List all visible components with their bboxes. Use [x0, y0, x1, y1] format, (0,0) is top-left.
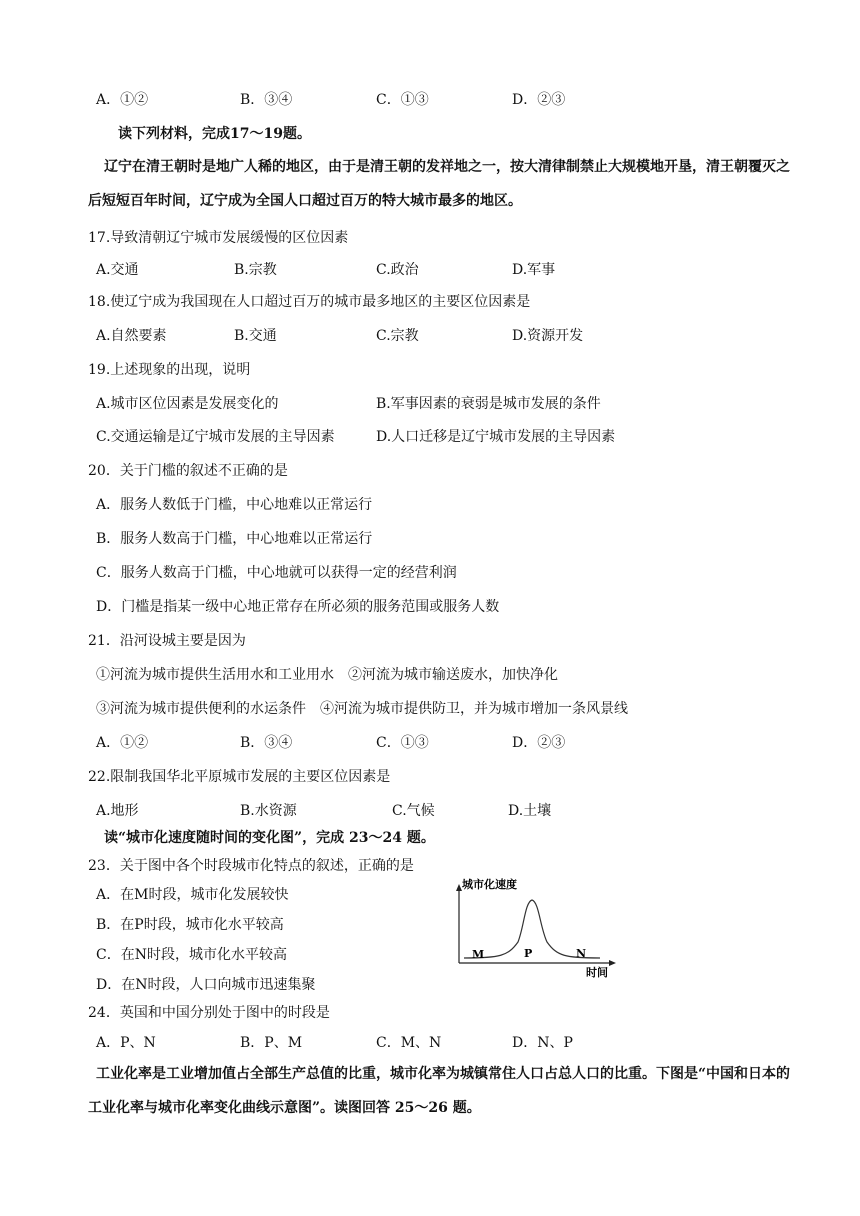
q20-option-c: C．服务人数高于门槛，中心地就可以获得一定的经营利润 [96, 565, 457, 581]
q22-option-d: D.土壤 [508, 803, 552, 819]
q22-option-a: A.地形 [96, 803, 139, 819]
q18-option-a: A.自然要素 [96, 328, 167, 344]
q17-option-a: A.交通 [96, 262, 139, 278]
material-17-19: 辽宁在清王朝时是地广人稀的地区，由于是清王朝的发祥地之一，按大清律制禁止大规模地开垦，清王朝覆灭之后短短百年时间，辽宁成为全国人口超过百万的特大城市最多的地区。 [88, 159, 790, 209]
q17-option-c: C.政治 [376, 262, 419, 278]
intro-17-19: 读下列材料，完成17～19题。 [118, 126, 311, 142]
q19-option-d: D.人口迁移是辽宁城市发展的主导因素 [376, 429, 616, 445]
q23-option-a: A．在M时段，城市化发展较快 [96, 887, 289, 903]
q21-stem: 21．沿河设城主要是因为 [88, 633, 246, 649]
q19-option-a: A.城市区位因素是发展变化的 [96, 396, 279, 412]
q24-stem: 24．英国和中国分别处于图中的时段是 [88, 1005, 330, 1021]
annotation-n: N [576, 947, 587, 960]
annotation-m: M [472, 948, 485, 961]
option-c: C．①③ [376, 92, 429, 108]
q20-option-b: B．服务人数高于门槛，中心地难以正常运行 [96, 531, 373, 547]
q23-option-c: C．在N时段，城市化水平较高 [96, 947, 287, 963]
q22-stem: 22.限制我国华北平原城市发展的主要区位因素是 [88, 769, 391, 785]
q20-option-d: D．门槛是指某一级中心地正常存在所必须的服务范围或服务人数 [96, 599, 500, 615]
annotation-p: P [524, 947, 533, 960]
q23-option-d: D．在N时段，人口向城市迅速集聚 [96, 977, 316, 993]
q21-option-d: D．②③ [512, 735, 566, 751]
y-axis-label: 城市化速度 [462, 878, 517, 891]
q19-option-c: C.交通运输是辽宁城市发展的主导因素 [96, 429, 335, 445]
q19-option-b: B.军事因素的衰弱是城市发展的条件 [376, 396, 601, 412]
q20-option-a: A．服务人数低于门槛，中心地难以正常运行 [96, 497, 373, 513]
intro-23-24: 读“城市化速度随时间的变化图”，完成 23～24 题。 [104, 830, 435, 846]
q21-option-b: B．③④ [240, 735, 293, 751]
q23-option-b: B．在P时段，城市化水平较高 [96, 917, 284, 933]
x-axis-label: 时间 [586, 966, 608, 979]
q17-option-b: B.宗教 [234, 262, 277, 278]
q18-option-c: C.宗教 [376, 328, 419, 344]
q19-stem: 19.上述现象的出现，说明 [88, 362, 251, 378]
q24-option-d: D．N、P [512, 1035, 573, 1051]
q18-option-d: D.资源开发 [512, 328, 584, 344]
q21-option-c: C．①③ [376, 735, 429, 751]
urbanization-speed-chart [450, 872, 620, 982]
q20-stem: 20．关于门槛的叙述不正确的是 [88, 463, 288, 479]
option-a: A．①② [96, 92, 149, 108]
q23-stem: 23．关于图中各个时段城市化特点的叙述，正确的是 [88, 858, 414, 874]
x-axis-arrow [609, 960, 616, 966]
q22-option-c: C.气候 [392, 803, 435, 819]
option-d: D．②③ [512, 92, 566, 108]
material-25-26: 工业化率是工业增加值占全部生产总值的比重，城市化率为城镇常住人口占总人口的比重。下图是“中国和日本的工业化率与城市化率变化曲线示意图”。读图回答 25～26 题。 [88, 1066, 791, 1116]
q21-option-a: A．①② [96, 735, 149, 751]
q21-statements-1: ①河流为城市提供生活用水和工业用水 ②河流为城市输送废水，加快净化 [96, 667, 558, 683]
q18-stem: 18.使辽宁成为我国现在人口超过百万的城市最多地区的主要区位因素是 [88, 294, 531, 310]
option-b: B．③④ [240, 92, 293, 108]
q17-option-d: D.军事 [512, 262, 556, 278]
q24-option-c: C．M、N [376, 1035, 442, 1051]
q24-option-a: A．P、N [96, 1035, 156, 1051]
q17-stem: 17.导致清朝辽宁城市发展缓慢的区位因素 [88, 230, 349, 246]
q18-option-b: B.交通 [234, 328, 277, 344]
q21-statements-2: ③河流为城市提供便利的水运条件 ④河流为城市提供防卫，并为城市增加一条风景线 [96, 701, 628, 717]
q24-option-b: B．P、M [240, 1035, 303, 1051]
q22-option-b: B.水资源 [240, 803, 297, 819]
